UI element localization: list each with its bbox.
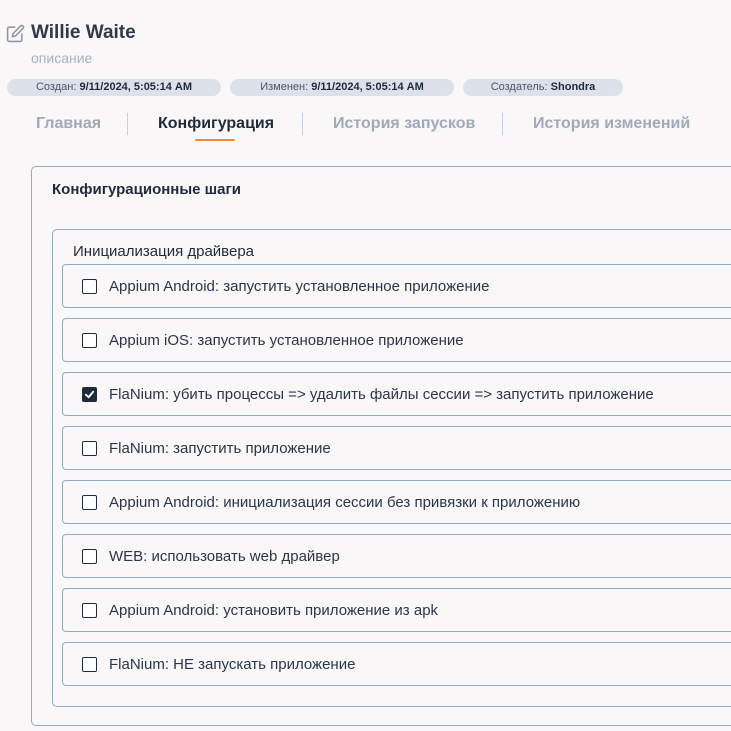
- tab-divider: [502, 113, 503, 135]
- config-steps-panel: [31, 166, 731, 726]
- config-step-item[interactable]: [62, 264, 731, 308]
- creator-value: Shondra: [550, 81, 596, 93]
- step-label: Appium Android: запустить установленное приложение: [109, 277, 490, 295]
- driver-init-group: [52, 229, 731, 707]
- config-step-item[interactable]: [62, 534, 731, 578]
- meta-info: [7, 79, 623, 96]
- step-label: FlaNium: убить процессы => удалить файлы сессии => запустить приложение: [109, 385, 654, 403]
- config-step-item[interactable]: [62, 318, 731, 362]
- tab-divider: [302, 113, 303, 135]
- step-label: WEB: использовать web драйвер: [109, 547, 340, 565]
- step-checkbox[interactable]: [82, 495, 97, 510]
- panel-title: Конфигурационные шаги: [52, 181, 241, 198]
- edit-icon[interactable]: [6, 24, 25, 43]
- creator-badge: [463, 79, 623, 96]
- step-checkbox[interactable]: [82, 657, 97, 672]
- tab-run-history[interactable]: История запусков: [333, 115, 476, 132]
- active-tab-indicator: [195, 139, 235, 141]
- step-checkbox[interactable]: [82, 279, 97, 294]
- page-description[interactable]: описание: [31, 50, 93, 66]
- tab-bar: [0, 112, 731, 144]
- config-step-item[interactable]: [62, 588, 731, 632]
- step-label: Appium iOS: запустить установленное приложение: [109, 331, 464, 349]
- created-badge: [7, 79, 221, 96]
- created-value: 9/11/2024, 5:05:14 AM: [79, 81, 192, 93]
- step-label: FlaNium: запустить приложение: [109, 439, 331, 457]
- step-checkbox[interactable]: [82, 441, 97, 456]
- config-step-item[interactable]: [62, 372, 731, 416]
- config-step-item[interactable]: [62, 642, 731, 686]
- modified-label: Изменен:: [260, 81, 309, 93]
- tab-divider: [127, 113, 128, 135]
- step-checkbox[interactable]: [82, 603, 97, 618]
- created-label: Создан:: [35, 81, 77, 93]
- tab-main[interactable]: Главная: [36, 115, 102, 132]
- modified-value: 9/11/2024, 5:05:14 AM: [311, 81, 424, 93]
- tab-configuration[interactable]: Конфигурация: [158, 115, 275, 132]
- step-checkbox[interactable]: [82, 387, 97, 402]
- step-label: Appium Android: инициализация сессии без привязки к приложению: [109, 493, 581, 511]
- tab-change-history[interactable]: История изменений: [533, 115, 691, 132]
- config-step-item[interactable]: [62, 480, 731, 524]
- page-title[interactable]: Willie Waite: [31, 22, 136, 43]
- modified-badge: [230, 79, 454, 96]
- step-label: FlaNium: НЕ запускать приложение: [109, 655, 356, 673]
- step-checkbox[interactable]: [82, 549, 97, 564]
- step-label: Appium Android: установить приложение из apk: [109, 601, 439, 619]
- group-title: Инициализация драйвера: [73, 243, 255, 260]
- check-icon: [84, 389, 95, 400]
- title-row: [6, 22, 136, 44]
- config-step-item[interactable]: [62, 426, 731, 470]
- header: [6, 22, 136, 44]
- creator-label: Создатель:: [490, 81, 548, 93]
- step-checkbox[interactable]: [82, 333, 97, 348]
